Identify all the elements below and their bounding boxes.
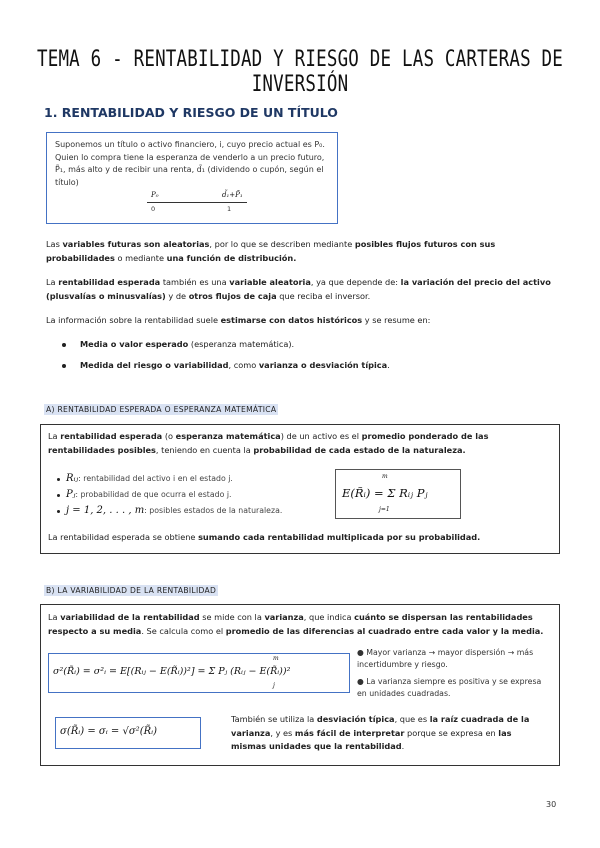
bold-text: otros flujos de caja bbox=[188, 290, 277, 301]
definition-list bbox=[57, 471, 282, 519]
bold-text: la variación del precio del activo (plusvalías o minusvalías) bbox=[46, 277, 551, 301]
text: : rentabilidad del activo i en el estado j. bbox=[78, 474, 233, 483]
definition-item bbox=[57, 471, 282, 487]
definition-item bbox=[57, 487, 282, 503]
bullet-mean bbox=[62, 339, 294, 349]
highlight-text: B) LA VARIABILIDAD DE LA RENTABILIDAD bbox=[46, 586, 217, 595]
bold-text: cuánto se dispersan las rentabilidades respecto a su media bbox=[48, 612, 533, 636]
sum-lower: j bbox=[273, 682, 275, 689]
text: . Se calcula como el bbox=[141, 625, 226, 636]
symbol: Rᵢⱼ bbox=[66, 473, 79, 484]
timeline bbox=[147, 193, 257, 213]
paragraph-variables bbox=[46, 238, 556, 265]
sum-upper: m bbox=[273, 655, 279, 662]
bold-text: más fácil de interpretar bbox=[294, 727, 405, 738]
bold-text: variabilidad de la rentabilidad bbox=[60, 612, 200, 622]
formula-variance bbox=[48, 653, 350, 693]
bullet-dot bbox=[62, 364, 66, 368]
text: , teniendo en cuenta la bbox=[155, 444, 254, 455]
note: ● La varianza siempre es positiva y se expresa en unidades cuadradas. bbox=[357, 677, 542, 698]
bold-text: promedio ponderado de las rentabilidades posibles bbox=[48, 431, 489, 455]
text: , y es bbox=[270, 727, 295, 738]
text: se mide con la bbox=[199, 612, 265, 622]
text: La información sobre la rentabilidad suele bbox=[46, 315, 221, 325]
text: , ya que depende de: bbox=[310, 277, 401, 287]
text: , que indica bbox=[303, 612, 355, 622]
bullet-dot bbox=[57, 494, 60, 497]
text: La bbox=[48, 431, 61, 441]
page-number: 30 bbox=[546, 800, 557, 809]
bold-text: sumando cada rentabilidad multiplicada por su probabilidad. bbox=[198, 532, 481, 542]
text: ) de un activo es el bbox=[280, 431, 362, 441]
bold-text: esperanza matemática bbox=[175, 431, 281, 441]
text: También se utiliza la bbox=[231, 714, 317, 724]
bold-text: estimarse con datos históricos bbox=[220, 315, 363, 325]
bold-text: varianza bbox=[264, 612, 304, 622]
bold-text: rentabilidad esperada bbox=[58, 277, 161, 287]
bold-text: posibles flujos futuros con sus probabilidades bbox=[46, 239, 496, 263]
paragraph-expected-return bbox=[46, 276, 556, 303]
box-expected-return bbox=[40, 424, 560, 554]
intro-text: Suponemos un título o activo financiero, i, cuyo precio actual es P₀. Quien lo compra tiene la esperanza de venderlo a un precio futuro, P̃₁, más alto y de recibir una renta, d̃₁ (dividendo o cupón, según el título) bbox=[55, 140, 325, 187]
bullet-dot bbox=[62, 343, 66, 347]
highlight-text: A) RENTABILIDAD ESPERADA O ESPERANZA MATEMÁTICA bbox=[46, 405, 277, 414]
text: o mediante bbox=[114, 252, 167, 263]
bold-text: Medida del riesgo o variabilidad bbox=[80, 360, 229, 370]
symbol: Pⱼ bbox=[66, 489, 76, 500]
text: y de bbox=[165, 290, 189, 301]
text: que reciba el inversor. bbox=[276, 290, 371, 301]
formula-text: E(R̃ᵢ) = Σ Rᵢⱼ Pⱼ bbox=[342, 486, 428, 500]
sum-lower: j=1 bbox=[379, 506, 390, 513]
text: . bbox=[401, 741, 405, 751]
section-heading: 1. RENTABILIDAD Y RIESGO DE UN TÍTULO bbox=[44, 105, 338, 120]
formula-expected-return bbox=[335, 469, 461, 519]
text: (o bbox=[162, 431, 176, 441]
bullet-dot bbox=[57, 510, 60, 513]
text: : probabilidad de que ocurra el estado j. bbox=[75, 490, 232, 499]
note: ● Mayor varianza → mayor dispersión → más incertidumbre y riesgo. bbox=[357, 648, 534, 669]
bold-text: las mismas unidades que la rentabilidad bbox=[231, 727, 512, 751]
text: , que es bbox=[394, 714, 430, 724]
bullet-dot bbox=[57, 478, 60, 481]
text: La bbox=[48, 612, 61, 622]
bold-text: varianza o desviación típica bbox=[258, 360, 388, 370]
box-a-paragraph bbox=[48, 430, 548, 457]
timeline-line bbox=[147, 202, 247, 203]
formula-text: σ²(R̃ᵢ) = σ²ᵢ = E[(Rᵢⱼ − E(R̃ᵢ))²] = Σ Pⱼ (Rᵢⱼ − E(R̃ᵢ))² bbox=[53, 666, 291, 677]
box-b-std-dev-paragraph bbox=[231, 713, 549, 754]
text: porque se expresa en bbox=[404, 727, 499, 738]
intro-box bbox=[46, 132, 338, 224]
text: , como bbox=[228, 360, 259, 370]
paragraph-historical bbox=[46, 314, 556, 328]
text: : posibles estados de la naturaleza. bbox=[144, 506, 283, 515]
box-variability bbox=[40, 604, 560, 766]
text: también es una bbox=[160, 277, 230, 287]
text: . bbox=[387, 360, 390, 370]
bold-text: rentabilidad esperada bbox=[60, 431, 163, 441]
symbol: j = 1, 2, . . . , m bbox=[66, 505, 145, 516]
bold-text: desviación típica bbox=[316, 714, 395, 724]
variance-notes bbox=[357, 647, 553, 699]
timeline-label-p1: d̃₁+P̃₁ bbox=[222, 191, 243, 199]
text: y se resume en: bbox=[362, 315, 431, 325]
bold-text: variable aleatoria bbox=[229, 277, 311, 287]
text: (esperanza matemática). bbox=[188, 339, 295, 349]
bold-text: promedio de las diferencias al cuadrado entre cada valor y la media. bbox=[225, 625, 544, 636]
bold-text: variables futuras son aleatorias bbox=[62, 239, 210, 249]
bold-text: una función de distribución. bbox=[166, 252, 297, 263]
box-a-conclusion bbox=[48, 531, 548, 545]
text: , por lo que se describen mediante bbox=[209, 239, 355, 249]
timeline-label-1: 1 bbox=[227, 205, 232, 213]
bold-text: la raíz cuadrada de la varianza bbox=[231, 714, 530, 738]
bold-text: probabilidad de cada estado de la naturaleza. bbox=[253, 444, 466, 455]
bold-text: Media o valor esperado bbox=[80, 339, 189, 349]
timeline-label-0: 0 bbox=[151, 205, 156, 213]
text: La rentabilidad esperada se obtiene bbox=[48, 532, 199, 542]
text: La bbox=[46, 277, 59, 287]
formula-text: σ(R̃ᵢ) = σᵢ = √σ²(R̃ᵢ) bbox=[60, 726, 158, 737]
sum-upper: m bbox=[382, 473, 388, 480]
formula-std-dev bbox=[55, 717, 201, 749]
box-b-paragraph bbox=[48, 611, 550, 638]
section-a-heading bbox=[44, 397, 278, 416]
bullet-risk bbox=[62, 360, 390, 370]
section-b-heading bbox=[44, 578, 218, 597]
timeline-label-p0: P₀ bbox=[151, 191, 159, 199]
page-title: TEMA 6 - RENTABILIDAD Y RIESGO DE LAS CARTERAS DE INVERSIÓN bbox=[36, 47, 564, 97]
definition-item bbox=[57, 503, 282, 519]
text: Las bbox=[46, 239, 63, 249]
